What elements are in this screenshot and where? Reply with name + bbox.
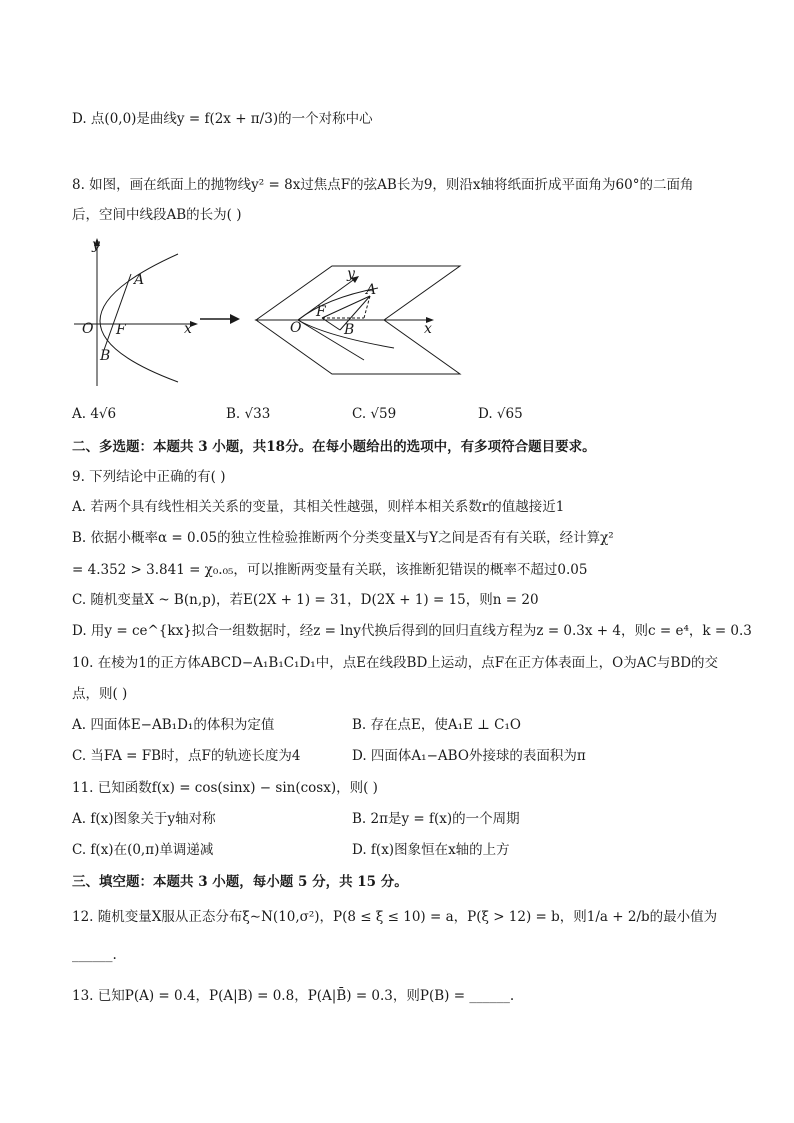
q8-option-b: B. √33 <box>226 406 271 422</box>
segment-fa <box>322 296 370 318</box>
q10-option-c: C. 当FA = FB时，点F的轨迹长度为4 <box>72 748 301 764</box>
q11-option-d: D. f(x)图象恒在x轴的上方 <box>352 842 510 858</box>
q11-option-c: C. f(x)在(0,π)单调递减 <box>72 842 214 858</box>
section-fill-in-header: 三、填空题：本题共 3 小题，每小题 5 分，共 15 分。 <box>72 874 408 890</box>
q13-stem: 13. 已知P(A) = 0.4，P(A|B) = 0.8，P(A|B̄) = 0.3，则P(B) = ______. <box>72 988 515 1004</box>
label-x: x <box>424 321 432 337</box>
q11-option-b: B. 2π是y = f(x)的一个周期 <box>352 811 520 827</box>
section-multiple-choice-header: 二、多选题：本题共 3 小题，共18分。在每小题给出的选项中，有多项符合题目要求。 <box>72 439 596 455</box>
chord-ab <box>104 274 131 350</box>
q8-option-c: C. √59 <box>352 406 397 422</box>
label-o: O <box>82 321 94 337</box>
label-a: A <box>134 272 145 288</box>
q9-stem: 9. 下列结论中正确的有( ) <box>72 469 226 485</box>
q10-stem-line2: 点，则( ) <box>72 686 128 702</box>
label-y: y <box>347 266 355 282</box>
q9-option-b-line2: = 4.352 > 3.841 = χ₀.₀₅，可以推断两变量有关联，该推断犯错误的概率不超过0.05 <box>72 562 588 578</box>
label-o: O <box>290 320 302 336</box>
q9-option-a: A. 若两个具有线性相关关系的变量，其相关性越强，则样本相关系数r的值越接近1 <box>72 499 565 515</box>
q8-option-a: A. 4√6 <box>72 406 117 422</box>
q12-answer-blank: ______. <box>72 947 117 963</box>
label-a: A <box>366 282 377 298</box>
q8-stem-line2: 后，空间中线段AB的长为( ) <box>72 207 242 223</box>
folded-paper-figure <box>252 260 464 380</box>
label-x: x <box>184 321 192 337</box>
q11-stem: 11. 已知函数f(x) = cos(sinx) − sin(cosx)，则( ) <box>72 780 378 796</box>
q10-option-d: D. 四面体A₁−ABO外接球的表面积为π <box>352 748 586 764</box>
q9-option-b-line1: B. 依据小概率α = 0.05的独立性检验推断两个分类变量X与Y之间是否有有关联，经计算χ² <box>72 530 614 546</box>
q9-option-d: D. 用y = ce^{kx}拟合一组数据时，经z = lny代换后得到的回归直线方程为z = 0.3x + 4，则c = e⁴，k = 0.3 <box>72 623 752 639</box>
label-f: F <box>116 322 126 338</box>
q10-option-b: B. 存在点E，使A₁E ⊥ C₁O <box>352 717 521 733</box>
label-f: F <box>316 304 326 320</box>
q10-option-a: A. 四面体E−AB₁D₁的体积为定值 <box>72 717 275 733</box>
q8-option-d: D. √65 <box>478 406 523 422</box>
q10-stem-line1: 10. 在棱为1的正方体ABCD−A₁B₁C₁D₁中，点E在线段BD上运动，点F在正方体表面上，O为AC与BD的交 <box>72 655 719 671</box>
q8-stem-line1: 8. 如图，画在纸面上的抛物线y² = 8x过焦点F的弦AB长为9，则沿x轴将纸面折成平面角为60°的二面角 <box>72 177 694 193</box>
label-b: B <box>344 322 355 338</box>
parabola-figure <box>68 236 208 388</box>
q7-option-d: D. 点(0,0)是曲线y = f(2x + π/3)的一个对称中心 <box>72 111 373 127</box>
arrow-icon <box>198 312 242 326</box>
label-y: y <box>92 237 100 253</box>
q12-stem: 12. 随机变量X服从正态分布ξ∼N(10,σ²)，P(8 ≤ ξ ≤ 10) = a，P(ξ > 12) = b，则1/a + 2/b的最小值为 <box>72 909 718 925</box>
q11-option-a: A. f(x)图象关于y轴对称 <box>72 811 216 827</box>
q9-option-c: C. 随机变量X ~ B(n,p)，若E(2X + 1) = 31，D(2X + 1) = 15，则n = 20 <box>72 592 539 608</box>
label-b: B <box>100 348 111 364</box>
